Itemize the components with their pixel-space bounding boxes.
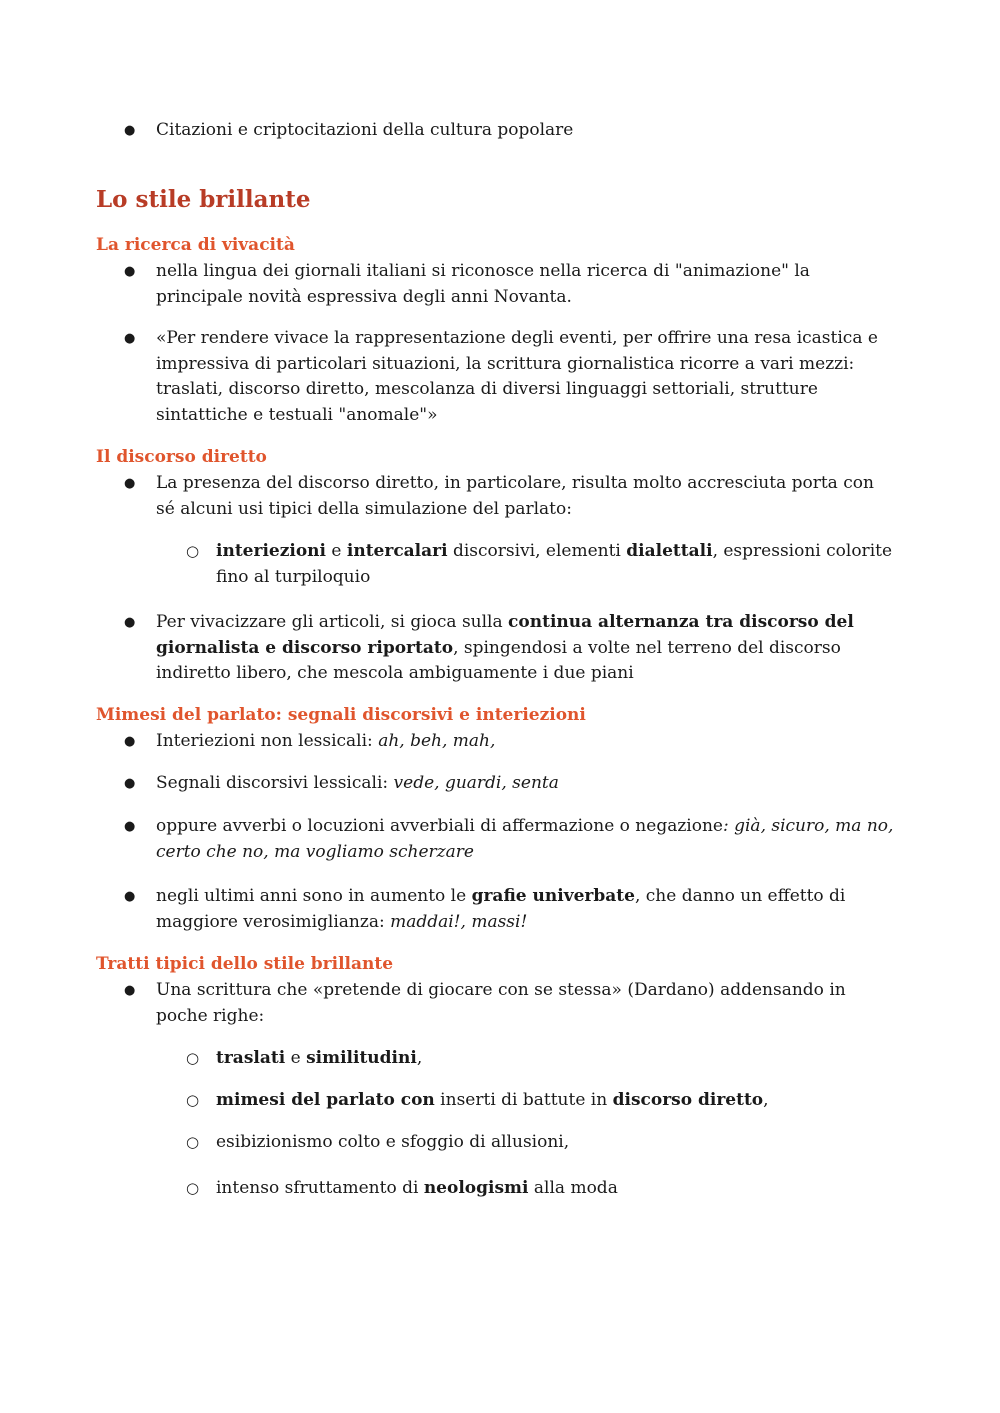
subsection-heading: Tratti tipici dello stile brillante: [96, 954, 394, 974]
sub-list-item: [216, 1046, 906, 1072]
list-item: [156, 978, 896, 1029]
sub-bullet: ○: [186, 1049, 200, 1067]
sub-list-item: [216, 1088, 906, 1114]
section-title: Lo stile brillante: [96, 186, 311, 213]
subsection-heading: Mimesi del parlato: segnali discorsivi e interiezioni: [96, 705, 586, 725]
text-run: «Per rendere vivace la rappresentazione degli eventi, per offrire una resa icastica e impressiva di particolari situazioni, la scrittura giornalistica ricorre a vari mezzi: traslati, discorso diretto, mescolanza di diversi linguaggi settoriali, strutture sintattiche e testuali "anomale"»: [156, 328, 878, 425]
bold-text: interiezioni: [216, 541, 326, 561]
text-run: esibizionismo colto e sfoggio di allusioni,: [216, 1132, 570, 1152]
text-run: La presenza del discorso diretto, in particolare, risulta molto accresciuta porta con sé alcuni usi tipici della simulazione del parlato:: [156, 473, 874, 519]
list-item: [156, 814, 896, 865]
text-run: negli ultimi anni sono in aumento le: [156, 886, 472, 906]
text-run: e: [326, 541, 347, 561]
text-run: , spingendosi a volte nel terreno del discorso indiretto libero, che mescola ambiguamente i due piani: [156, 637, 841, 683]
list-item: [156, 729, 896, 755]
subsection-heading: Il discorso diretto: [96, 447, 267, 467]
bold-text: dialettali: [626, 541, 713, 561]
text-run: , espressioni colorite fino al turpiloquio: [216, 541, 893, 587]
italic-text: : già, sicuro, ma no, certo che no, ma vogliamo scherzare: [156, 816, 894, 862]
list-item: [156, 610, 896, 687]
text-run: alla moda: [528, 1178, 618, 1198]
italic-text: ah, beh, mah,: [378, 731, 496, 751]
text-run: Per vivacizzare gli articoli, si gioca sulla: [156, 612, 509, 632]
italic-text: vede, guardi, senta: [393, 773, 559, 793]
sub-bullet: ○: [186, 1133, 200, 1151]
bold-text: continua alternanza tra discorso del giornalista e discorso riportato: [156, 612, 854, 658]
text-run: Segnali discorsivi lessicali:: [156, 773, 394, 793]
bold-text: mimesi del parlato con: [216, 1090, 435, 1110]
bold-text: similitudini: [306, 1048, 417, 1068]
sub-bullet: ○: [186, 1179, 200, 1197]
list-item: [156, 326, 896, 428]
bold-text: traslati: [216, 1048, 286, 1068]
bold-text: grafie univerbate: [471, 886, 635, 906]
bullet: ●: [124, 734, 136, 749]
text-run: , che danno un effetto di maggiore verosimiglianza:: [156, 886, 846, 932]
bold-text: neologismi: [423, 1178, 529, 1198]
bullet: ●: [124, 264, 136, 279]
list-item: [156, 771, 896, 797]
sub-bullet: ○: [186, 542, 200, 560]
text-run: inserti di battute in: [434, 1090, 613, 1110]
list-item: [156, 884, 896, 935]
sub-list-item: [216, 539, 906, 590]
bullet: ●: [124, 331, 136, 346]
list-item: [156, 118, 896, 144]
text-run: ,: [416, 1048, 423, 1068]
text-run: Interiezioni non lessicali:: [156, 731, 379, 751]
sub-bullet: ○: [186, 1091, 200, 1109]
bullet: ●: [124, 615, 136, 630]
sub-list-item: [216, 1176, 906, 1202]
text-run: e: [285, 1048, 307, 1068]
italic-text: maddai!, massi!: [390, 911, 528, 932]
bullet: ●: [124, 776, 136, 791]
sub-list-item: [216, 1130, 906, 1156]
text-run: Citazioni e criptocitazioni della cultura popolare: [156, 120, 574, 140]
bullet: ●: [124, 983, 136, 998]
text-run: oppure avverbi o locuzioni avverbiali di affermazione o negazione: [156, 816, 723, 836]
bold-text: intercalari: [346, 541, 448, 561]
subsection-heading: La ricerca di vivacità: [96, 235, 295, 255]
bullet: ●: [124, 819, 136, 834]
text-run: intenso sfruttamento di: [216, 1178, 424, 1198]
list-item: [156, 471, 896, 522]
text-run: nella lingua dei giornali italiani si riconosce nella ricerca di "animazione" la principale novità espressiva degli anni Novanta.: [156, 261, 810, 307]
bullet: ●: [124, 476, 136, 491]
list-item: [156, 259, 896, 310]
bullet: ●: [124, 123, 136, 138]
bullet: ●: [124, 889, 136, 904]
text-run: ,: [763, 1090, 769, 1110]
bold-text: discorso diretto: [612, 1090, 764, 1110]
text-run: Una scrittura che «pretende di giocare con se stessa» (Dardano) addensando in poche righe:: [156, 980, 846, 1026]
text-run: discorsivi, elementi: [447, 541, 627, 561]
